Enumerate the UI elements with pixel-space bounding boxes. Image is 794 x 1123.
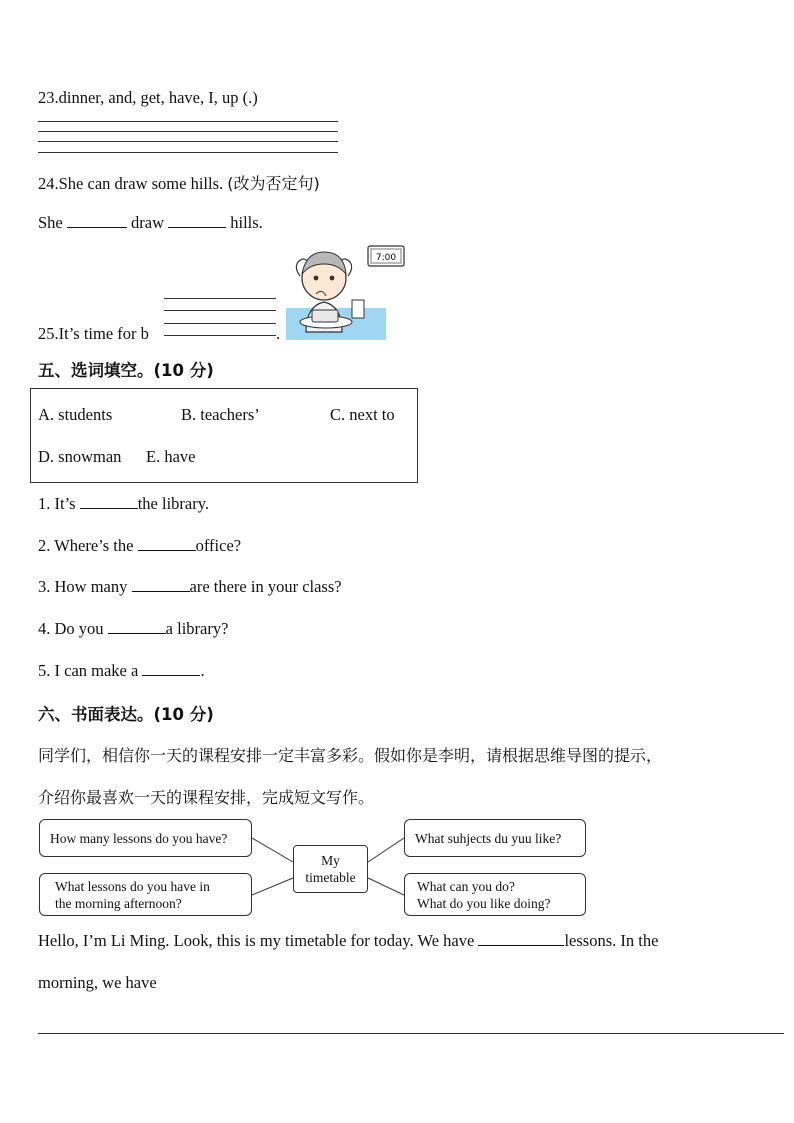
question-25-period: .	[276, 324, 281, 343]
word-bank-option: E. have	[146, 447, 196, 466]
mindmap-center-node	[293, 845, 368, 893]
writing-text-line-2: morning, we have	[38, 973, 157, 992]
fill-item-text: 1. It’s	[38, 494, 76, 513]
question-24-text: 24.She can draw some hills.	[38, 174, 224, 193]
writing-text: Hello, I’m Li Ming. Look, this is my timetable for today. We have	[38, 931, 475, 950]
fill-item-text: are there in your class?	[189, 577, 342, 596]
answer-blank[interactable]	[478, 931, 564, 946]
fill-item-text: 4. Do you	[38, 619, 104, 638]
section-6-heading: 六、书面表达。(10 分)	[38, 705, 214, 724]
word-bank-option: A. students	[38, 405, 113, 424]
writing-text-line-1	[38, 931, 658, 951]
mindmap-node-text: the morning afternoon?	[55, 895, 182, 911]
fill-item-text: .	[200, 661, 205, 680]
mindmap-node-bottom-right	[404, 873, 586, 916]
fill-item-text: 2. Where’s the	[38, 536, 134, 555]
fill-item-text: 3. How many	[38, 577, 128, 596]
mindmap-node-text: What can you do?	[417, 878, 515, 894]
mindmap-node-text: How many lessons do you have?	[50, 830, 228, 846]
question-25-text: 25.It’s time for b	[38, 324, 149, 343]
fill-item-text: office?	[195, 536, 242, 555]
mindmap-node-text: What lessons do you have in	[55, 878, 210, 894]
mindmap-node-bottom-left	[39, 873, 252, 916]
writing-prompt-line: 介绍你最喜欢一天的课程安排，完成短文写作。	[38, 788, 375, 807]
section-5-heading: 五、选词填空。(10 分)	[38, 361, 214, 380]
word-bank-option: B. teachers’	[181, 405, 260, 424]
fill-item-text: the library.	[137, 494, 210, 513]
fill-item-text: 5. I can make a	[38, 661, 139, 680]
question-24-instruction: (改为否定句)	[227, 174, 320, 193]
mindmap-node-text: What suhjects du yuu like?	[415, 830, 562, 846]
writing-text: lessons. In the	[564, 931, 659, 950]
mindmap-node-text: My	[321, 853, 340, 868]
answer-word: draw	[131, 213, 164, 232]
mindmap-node-top-left	[39, 819, 252, 857]
word-bank-option: D. snowman	[38, 447, 122, 466]
fill-item-text: a library?	[165, 619, 229, 638]
answer-word: hills.	[230, 213, 263, 232]
question-23: 23.dinner, and, get, have, I, up (.)	[38, 88, 258, 107]
mindmap-node-text: What do you like doing?	[417, 895, 551, 911]
writing-prompt-line: 同学们，相信你一天的课程安排一定丰富多彩。假如你是李明，请根据思维导图的提示，	[38, 746, 663, 765]
answer-word: She	[38, 213, 63, 232]
mindmap-node-text: timetable	[305, 870, 356, 885]
mindmap-node-top-right	[404, 819, 586, 857]
word-bank-option: C. next to	[330, 405, 395, 424]
clock-time: 7:00	[375, 253, 397, 263]
writing-answer-line[interactable]	[38, 1033, 784, 1034]
